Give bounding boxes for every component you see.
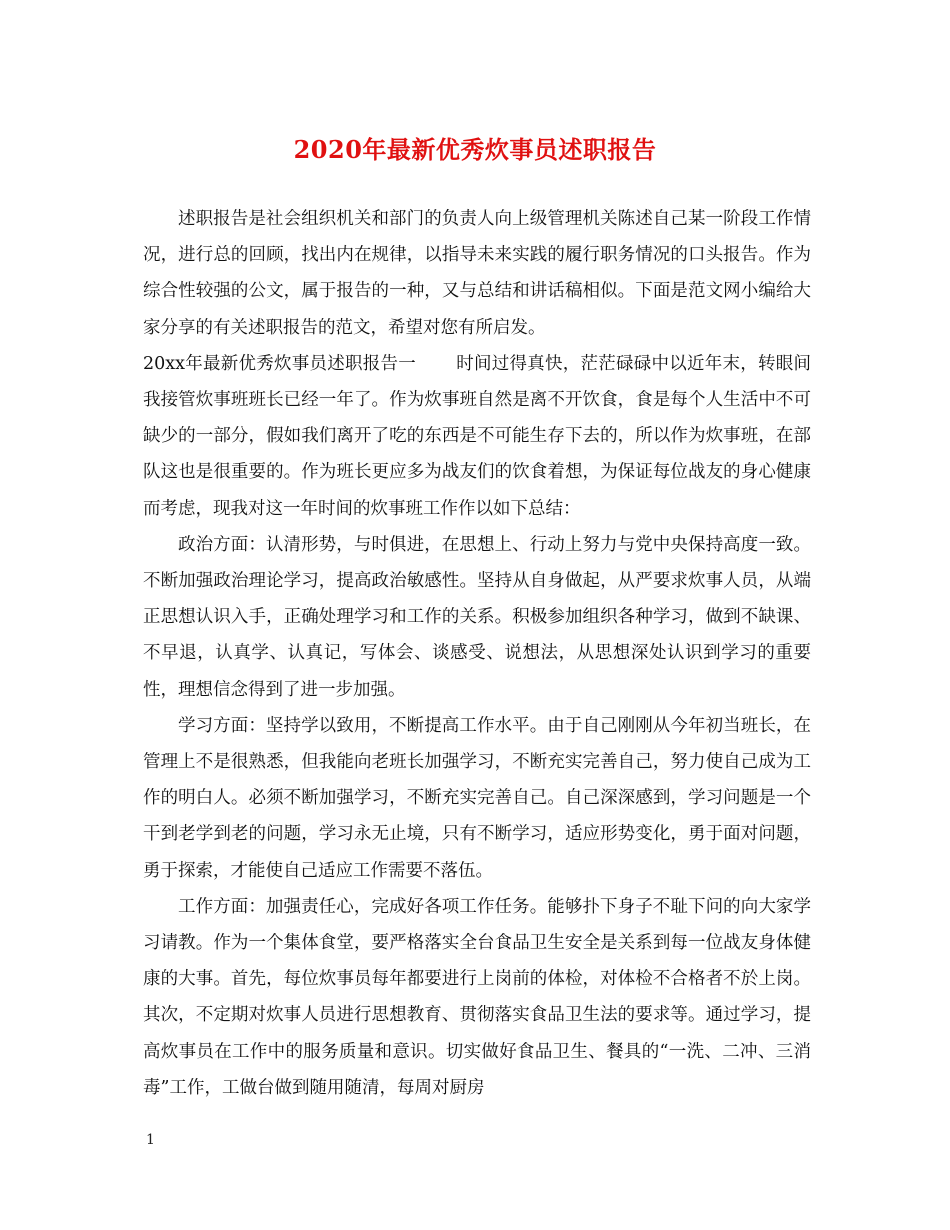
paragraph-study: 学习方面：坚持学以致用，不断提高工作水平。由于自己刚刚从今年初当班长，在管理上不是很熟悉，但我能向老班长加强学习，不断充实完善自己，努力使自己成为工作的明白人。必须不断加强学习，不断充实完善自己。自己深深感到，学习问题是一个干到老学到老的问题，学习永无止境，只有不断学习，适应形势变化，勇于面对问题，勇于探索，才能使自己适应工作需要不落伍。 (143, 715, 811, 881)
document-body (143, 201, 811, 1106)
page-number: 1 (146, 1132, 155, 1148)
paragraph-opening: 时间过得真快，茫茫碌碌中以近年末，转眼间我接管炊事班班长已经一年了。作为炊事班自然是离不开饮食，食是每个人生活中不可缺少的一部分，假如我们离开了吃的东西是不可能生存下去的，所以作为炊事班，在部队这也是很重要的。作为班长更应多为战友们的饮食着想，为保证每位战友的身心健康而考虑，现我对这一年时间的炊事班工作作以如下总结： (143, 353, 811, 519)
paragraph-report-one (143, 346, 811, 527)
paragraph-intro: 述职报告是社会组织机关和部门的负责人向上级管理机关陈述自己某一阶段工作情况，进行总的回顾，找出内在规律，以指导未来实践的履行职务情况的口头报告。作为综合性较强的公文，属于报告的一种，又与总结和讲话稿相似。下面是范文网小编给大家分享的有关述职报告的范文，希望对您有所启发。 (143, 209, 811, 338)
document-title: 2020年最新优秀炊事员述职报告 (293, 135, 657, 164)
paragraph-work: 工作方面：加强责任心，完成好各项工作任务。能够扑下身子不耻下问的向大家学习请教。作为一个集体食堂，要严格落实全台食品卫生安全是关系到每一位战友身体健康的大事。首先，每位炊事员每年都要进行上岗前的体检，对体检不合格者不於上岗。其次，不定期对炊事人员进行思想教育、贯彻落实食品卫生法的要求等。通过学习，提高炊事员在工作中的服务质量和意识。切实做好食品卫生、餐具的“一洗、二冲、三消毒”工作，工做台做到随用随清，每周对厨房 (143, 896, 811, 1098)
paragraph-politics: 政治方面：认清形势，与时俱进，在思想上、行动上努力与党中央保持高度一致。不断加强政治理论学习，提高政治敏感性。坚持从自身做起，从严要求炊事人员，从端正思想认识入手，正确处理学习和工作的关系。积极参加组织各种学习，做到不缺课、不早退，认真学、认真记，写体会、谈感受、说想法，从思想深处认识到学习的重要性，理想信念得到了进一步加强。 (143, 534, 811, 700)
subheading-report-one: 20xx年最新优秀炊事员述职报告一 (143, 353, 416, 374)
